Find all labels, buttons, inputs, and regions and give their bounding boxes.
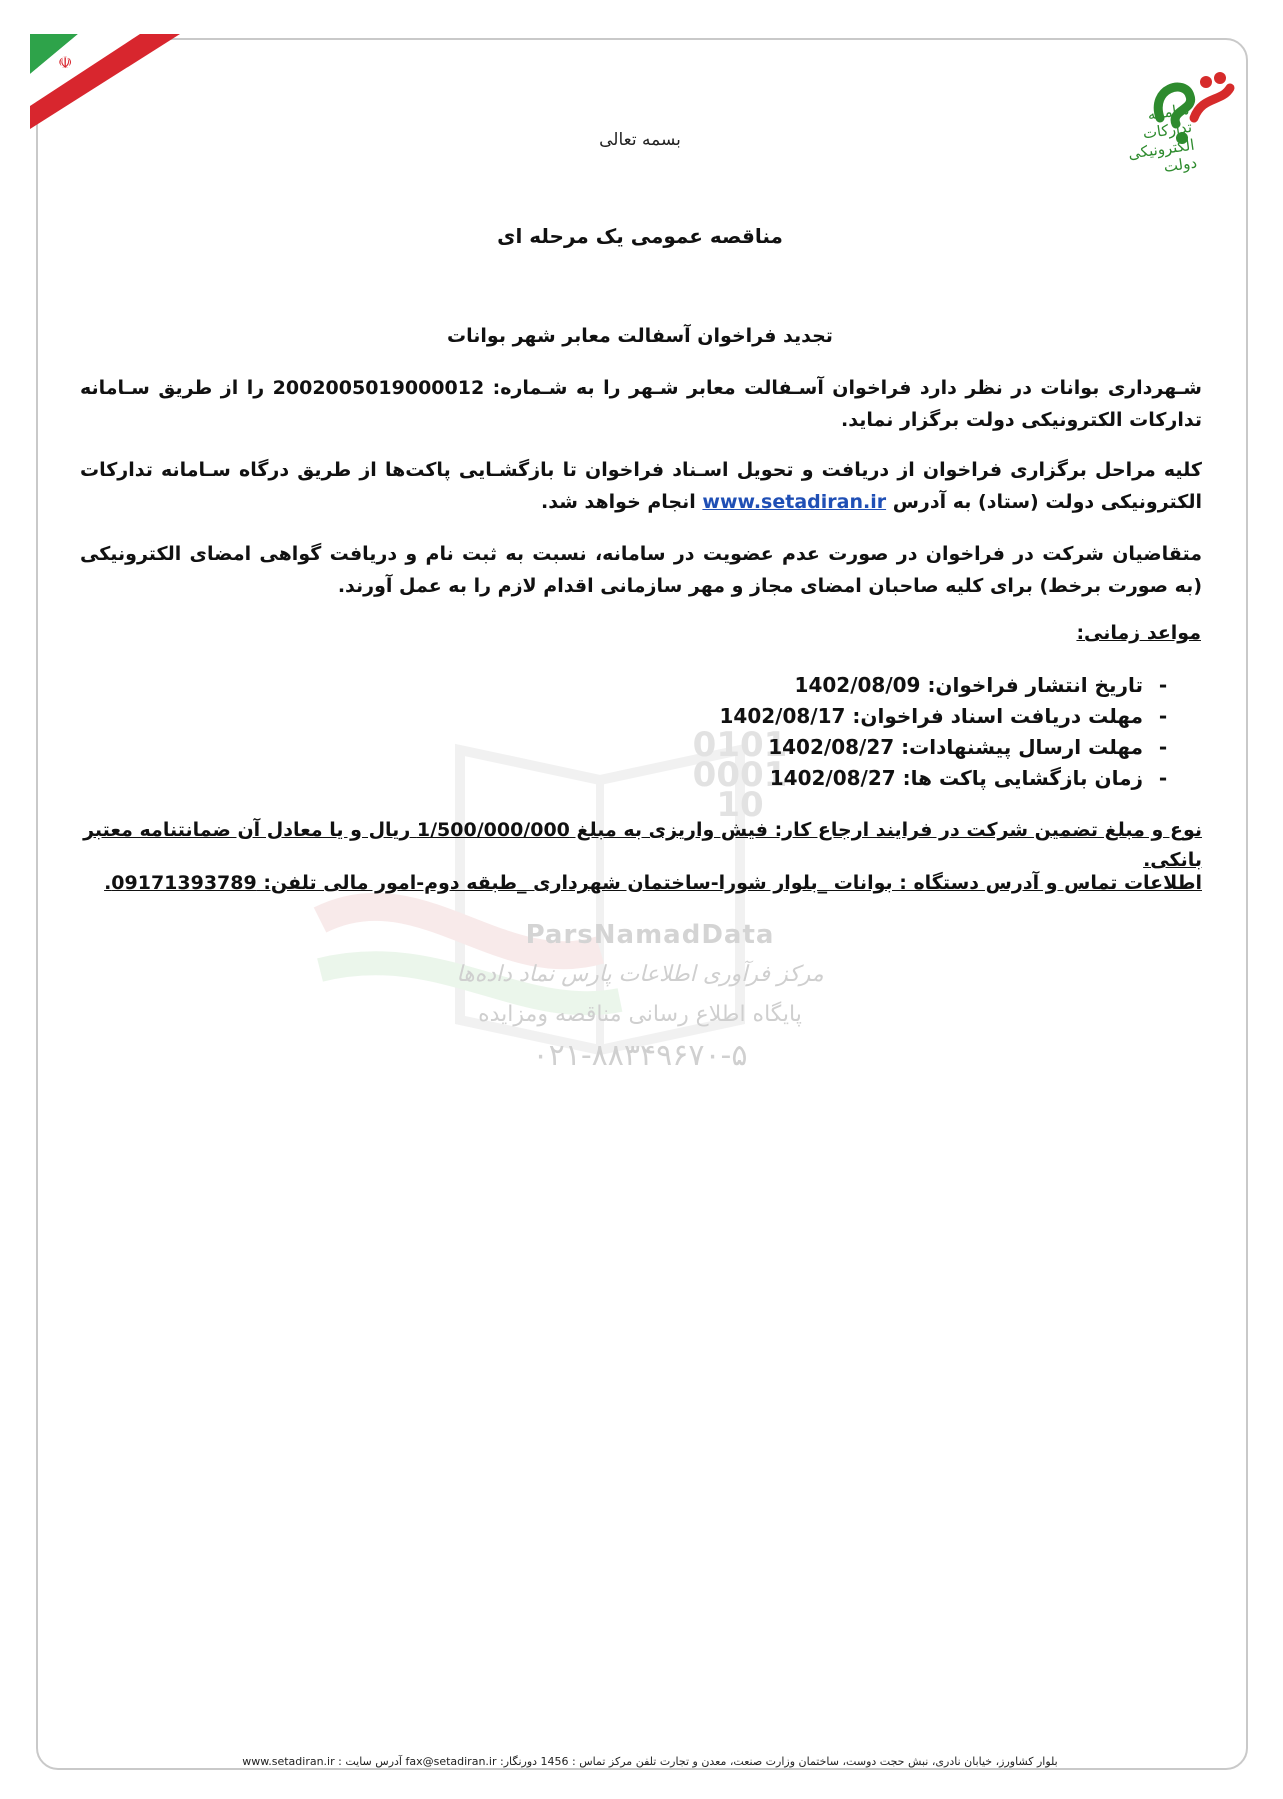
schedule-label: زمان بازگشایی پاکت ها: xyxy=(902,766,1143,790)
paragraph-intro: شـهرداری بوانات در نظر دارد فراخوان آسـفالت معابر شـهر را به شـماره: 2002005019000012 را از طریق سـامانه تدارکات الکترونیکی دولت برگزار نماید. xyxy=(80,377,1202,431)
schedule-date: 1402/08/17 xyxy=(719,704,846,728)
paragraph-process-text: کلیه مراحل برگزاری فراخوان از دریافت و تحویل اسـناد فراخوان تا بازگشـایی پاکت‌ها از طریق درگاه سـامانه تدارکات الکترونیکی دولت (ستاد) به آدرس xyxy=(80,459,1202,513)
schedule-heading: مواعد زمانی: xyxy=(1076,622,1201,644)
watermark-phone: ۰۲۱-۸۸۳۴۹۶۷۰-۵ xyxy=(532,1038,748,1073)
schedule-date: 1402/08/27 xyxy=(769,766,896,790)
schedule-date: 1402/08/27 xyxy=(768,735,895,759)
paragraph-process-end: انجام خواهد شد. xyxy=(541,491,703,513)
basmala: بسمه تعالی xyxy=(599,130,681,150)
paragraph-process xyxy=(80,454,1202,518)
iran-flag-corner xyxy=(30,34,220,144)
contact-line: اطلاعات تماس و آدرس دستگاه : بوانات _بلوار شورا-ساختمان شهرداری _طبقه دوم-امور مالی تلفن: 09171393789. xyxy=(104,872,1202,894)
paragraph-registration: متقاضیان شرکت در فراخوان در صورت عدم عضویت در سامانه، نسبت به ثبت نام و دریافت گواهی امضای الکترونیکی (به صورت برخط) برای کلیه صاحبان امضای مجاز و مهر سازمانی اقدام لازم را به عمل آورند. xyxy=(80,543,1202,597)
footer-address: بلوار کشاورز، خیابان نادری، نبش حجت دوست، ساختمان وزارت صنعت، معدن و تجارت تلفن مرکز تماس : 1456 دورنگار: fax@setadiran.ir آدرس سایت : www.setadiran.ir xyxy=(242,1755,1058,1768)
logo-text: سامانه تدارکات الکترونیکی دولت xyxy=(1127,100,1199,176)
watermark-digits: 0101 0001 10 xyxy=(692,725,788,825)
guarantee-line: نوع و مبلغ تضمین شرکت در فرایند ارجاع کار: فیش واریزی به مبلغ 1/500/000/000 ریال و یا معادل آن ضمانتنامه معتبر بانکی. xyxy=(83,819,1202,871)
schedule-item: -زمان بازگشایی پاکت ها: 1402/08/27 xyxy=(769,766,1168,790)
schedule-date: 1402/08/09 xyxy=(794,673,921,697)
schedule-item: -تاریخ انتشار فراخوان: 1402/08/09 xyxy=(794,673,1168,697)
schedule-label: مهلت ارسال پیشنهادات: xyxy=(901,735,1143,759)
schedule-list xyxy=(663,670,1183,794)
schedule-item: -مهلت دریافت اسناد فراخوان: 1402/08/17 xyxy=(719,704,1168,728)
schedule-label: تاریخ انتشار فراخوان: xyxy=(927,673,1143,697)
watermark-line2: پایگاه اطلاع رسانی مناقصه ومزایده xyxy=(478,1002,802,1027)
watermark-brand: ParsNamadData xyxy=(525,920,775,950)
setad-link[interactable]: www.setadiran.ir xyxy=(702,491,887,513)
watermark-line1: مرکز فرآوری اطلاعات پارس نماد داده‌ها xyxy=(456,962,824,987)
svg-text:☫: ☫ xyxy=(58,53,73,72)
schedule-label: مهلت دریافت اسناد فراخوان: xyxy=(852,704,1143,728)
document-subtitle: تجدید فراخوان آسفالت معابر شهر بوانات xyxy=(447,325,833,347)
schedule-item: -مهلت ارسال پیشنهادات: 1402/08/27 xyxy=(768,735,1168,759)
document-title: مناقصه عمومی یک مرحله ای xyxy=(497,224,783,248)
